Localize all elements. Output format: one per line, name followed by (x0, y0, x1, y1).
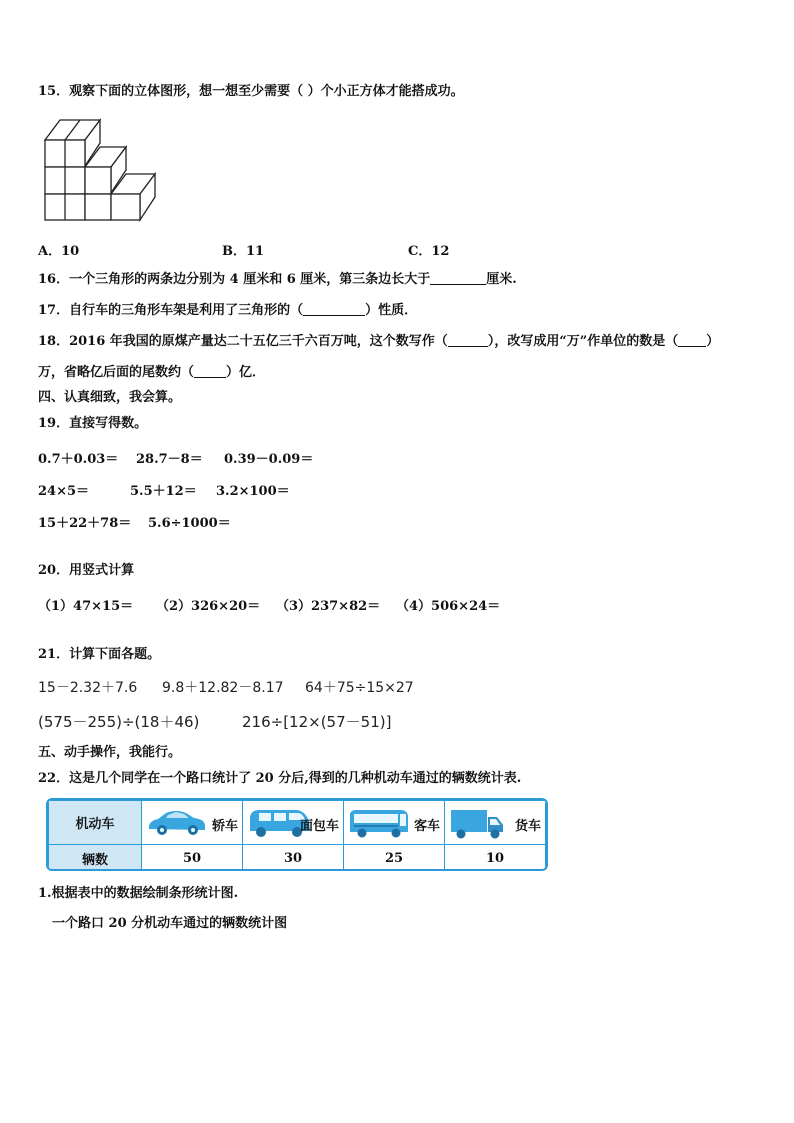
q15-option-c[interactable]: C．12 (408, 244, 450, 259)
q20-item: （2）326×20＝ (156, 599, 261, 614)
q21-expr: (575－255)÷(18＋46) (38, 713, 200, 731)
q16-text (38, 272, 517, 288)
vehicle-label-sedan: 轿车 (211, 819, 238, 834)
q20-item: （3）237×82＝ (276, 599, 381, 614)
q18-part-e: ）亿． (226, 365, 266, 380)
q20-item: （1）47×15＝ (38, 599, 134, 614)
vehicle-cell-bus (344, 801, 445, 845)
truck-icon (449, 807, 505, 841)
q18-line1 (38, 334, 719, 350)
table-head-vehicle: 机动车 (49, 801, 142, 845)
q18-part-a: 18．2016 年我国的原煤产量达二十五亿三千六百万吨，这个数写作（ (38, 334, 448, 349)
q21-expr: 216÷[12×(57－51)] (242, 713, 392, 731)
q21-expr: 9.8＋12.82－8.17 (162, 680, 284, 696)
q21-expr: 64＋75÷15×27 (305, 680, 414, 696)
q19-item: 0.39－0.09＝ (224, 452, 314, 467)
q17-after: ）性质． (365, 303, 418, 318)
q20-title: 20．用竖式计算 (38, 563, 135, 578)
vehicle-cell-truck (445, 801, 546, 845)
q19-item: 5.6÷1000＝ (148, 516, 231, 531)
q21-title: 21．计算下面各题。 (38, 647, 161, 662)
q18-blank-1[interactable] (448, 334, 488, 347)
q19-item: 0.7＋0.03＝ (38, 452, 119, 467)
section-5-heading: 五、动手操作，我能行。 (38, 745, 182, 760)
q21-expr: 15－2.32＋7.6 (38, 680, 138, 696)
q22-title: 22．这是几个同学在一个路口统计了 20 分后,得到的几种机动车通过的辆数统计表. (38, 771, 522, 786)
q19-item: 28.7－8＝ (136, 452, 203, 467)
bus-icon (348, 807, 410, 839)
vehicle-label-bus: 客车 (413, 819, 440, 834)
q19-item: 3.2×100＝ (216, 484, 290, 499)
q16-before: 16．一个三角形的两条边分别为 4 厘米和 6 厘米，第三条边长大于 (38, 272, 431, 287)
q16-after: 厘米. (486, 272, 517, 287)
q15-text: 15．观察下面的立体图形，想一想至少需要（ ）个小正方体才能搭成功。 (38, 84, 464, 99)
vehicle-count-bus: 25 (344, 845, 445, 872)
vehicle-cell-sedan (142, 801, 243, 845)
sedan-icon (146, 807, 208, 837)
table-head-count: 辆数 (49, 845, 142, 872)
q18-blank-2[interactable] (678, 334, 706, 347)
q20-item: （4）506×24＝ (396, 599, 501, 614)
q17-before: 17．自行车的三角形车架是利用了三角形的（ (38, 303, 304, 318)
q22-sub1: 1.根据表中的数据绘制条形统计图. (38, 886, 239, 901)
q18-part-b: ），改写成用“万”作单位的数是（ (487, 334, 679, 349)
q15-option-b[interactable]: B．11 (222, 244, 265, 259)
q17-answer-blank[interactable] (303, 303, 365, 316)
q22-chart-title: 一个路口 20 分机动车通过的辆数统计图 (52, 916, 288, 931)
cube-stack-figure (40, 116, 160, 224)
q16-answer-blank[interactable] (430, 272, 486, 285)
q19-item: 15＋22＋78＝ (38, 516, 132, 531)
q15-option-a[interactable]: A．10 (38, 244, 80, 259)
q19-item: 24×5＝ (38, 484, 90, 499)
q19-title: 19．直接写得数。 (38, 416, 148, 431)
q18-line2 (38, 365, 265, 381)
vehicle-label-minivan: 面包车 (299, 819, 339, 834)
vehicle-count-table (46, 798, 548, 871)
q18-blank-3[interactable] (194, 365, 226, 378)
section-4-heading: 四、认真细致，我会算。 (38, 390, 182, 405)
q18-part-c: ） (706, 334, 720, 349)
q17-text (38, 303, 417, 319)
vehicle-cell-minivan (243, 801, 344, 845)
vehicle-count-minivan: 30 (243, 845, 344, 872)
vehicle-label-truck: 货车 (514, 819, 541, 834)
vehicle-count-truck: 10 (445, 845, 546, 872)
q19-item: 5.5＋12＝ (130, 484, 197, 499)
vehicle-count-sedan: 50 (142, 845, 243, 872)
q18-part-d: 万，省略亿后面的尾数约（ (38, 365, 195, 380)
